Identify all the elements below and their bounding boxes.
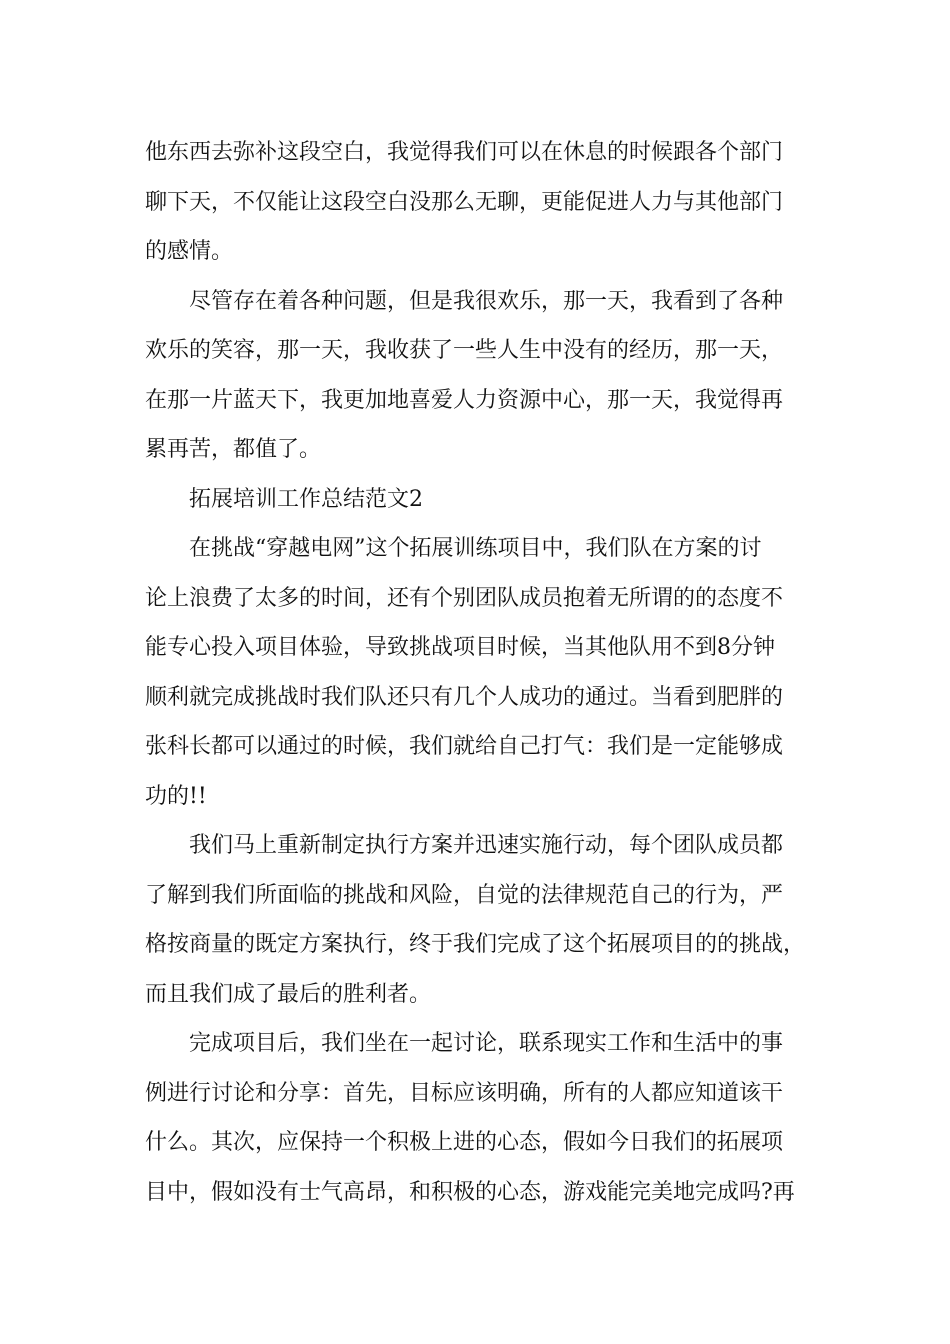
text-line: 在挑战“穿越电网”这个拓展训练项目中，我们队在方案的讨 — [189, 536, 762, 561]
text-line: 目中，假如没有士气高昂，和积极的心态，游戏能完美地完成吗?再 — [145, 1179, 795, 1205]
text-line: 他东西去弥补这段空白，我觉得我们可以在休息的时候跟各个部门 — [145, 140, 784, 165]
text-line: 什么。其次，应保持一个积极上进的心态，假如今日我们的拓展项 — [145, 1130, 784, 1155]
text-line: 例进行讨论和分享：首先，目标应该明确，所有的人都应知道该干 — [145, 1080, 784, 1106]
text-line: 能专心投入项目体验，导致挑战项目时候，当其他队用不到8分钟 — [145, 635, 775, 660]
text-line: 聊下天，不仅能让这段空白没那么无聊，更能促进人力与其他部门 — [145, 189, 784, 215]
text-line: 论上浪费了太多的时间，还有个别团队成员抱着无所谓的的态度不 — [145, 585, 784, 611]
text-line: 拓展培训工作总结范文2 — [189, 486, 423, 512]
text-line: 的感情。 — [145, 239, 234, 264]
text-line: 而且我们成了最后的胜利者。 — [145, 981, 432, 1007]
text-line: 累再苦，都值了。 — [145, 437, 322, 462]
text-line: 完成项目后，我们坐在一起讨论，联系现实工作和生活中的事 — [189, 1031, 784, 1056]
text-line: 功的!! — [145, 783, 207, 809]
text-line: 了解到我们所面临的挑战和风险，自觉的法律规范自己的行为，严 — [145, 882, 784, 908]
document-body — [145, 128, 825, 1217]
text-line: 欢乐的笑容，那一天，我收获了一些人生中没有的经历，那一天， — [145, 338, 784, 363]
text-line: 在那一片蓝天下，我更加地喜爱人力资源中心，那一天，我觉得再 — [145, 387, 784, 413]
text-line: 格按商量的既定方案执行，终于我们完成了这个拓展项目的的挑战， — [145, 932, 806, 957]
text-line: 我们马上重新制定执行方案并迅速实施行动，每个团队成员都 — [189, 833, 784, 858]
text-line: 顺利就完成挑战时我们队还只有几个人成功的通过。当看到肥胖的 — [145, 684, 784, 710]
text-line: 尽管存在着各种问题，但是我很欢乐，那一天，我看到了各种 — [189, 288, 784, 314]
text-line: 张科长都可以通过的时候，我们就给自己打气：我们是一定能够成 — [145, 734, 784, 759]
